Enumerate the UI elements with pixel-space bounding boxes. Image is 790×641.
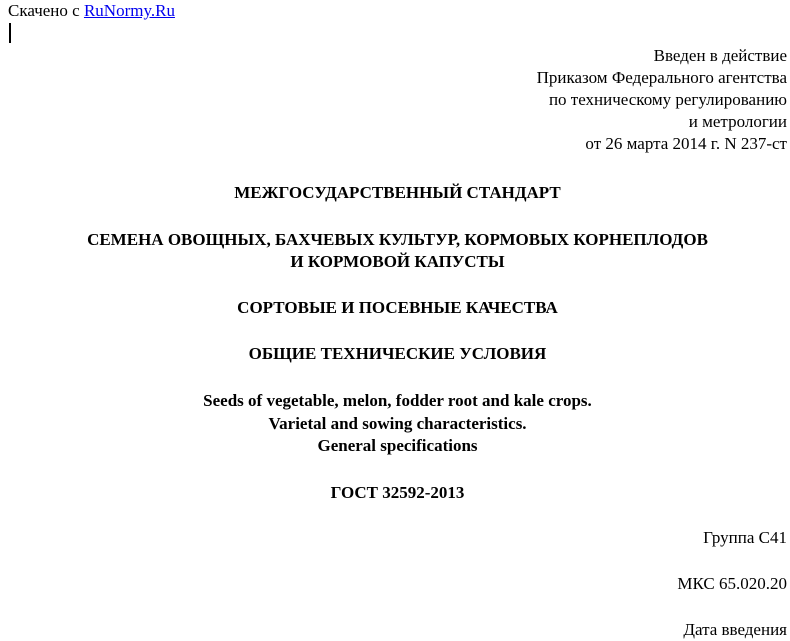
title-line-1: СЕМЕНА ОВОЩНЫХ, БАХЧЕВЫХ КУЛЬТУР, КОРМОВЫХ КОРНЕПЛОДОВ <box>87 230 708 249</box>
mks-label: МКС 65.020.20 <box>677 574 787 593</box>
english-title-line-3: General specifications <box>317 436 478 455</box>
title-line-2: И КОРМОВОЙ КАПУСТЫ <box>290 252 505 271</box>
intro-line: по техническому регулированию <box>548 90 787 109</box>
intro-line: от 26 марта 2014 г. N 237-ст <box>585 134 787 153</box>
group-label: Группа С41 <box>703 528 787 547</box>
gost-code: ГОСТ 32592-2013 <box>330 483 465 502</box>
standard-type-heading: МЕЖГОСУДАРСТВЕННЫЙ СТАНДАРТ <box>234 183 561 202</box>
subtitle-varietal: СОРТОВЫЕ И ПОСЕВНЫЕ КАЧЕСТВА <box>237 298 558 317</box>
source-link[interactable]: RuNormy.Ru <box>83 1 175 20</box>
intro-block <box>537 45 787 155</box>
source-prefix: Скачено с <box>8 1 84 20</box>
intro-line: Введен в действие <box>653 46 787 65</box>
text-cursor <box>9 23 11 43</box>
intro-line: и метрологии <box>688 112 787 131</box>
intro-line: Приказом Федерального агентства <box>536 68 787 87</box>
english-title-line-1: Seeds of vegetable, melon, fodder root and kale crops. <box>203 391 592 410</box>
source-line <box>8 1 175 21</box>
intro-date-label: Дата введения <box>683 620 787 639</box>
english-title-line-2: Varietal and sowing characteristics. <box>268 414 527 433</box>
subtitle-general: ОБЩИЕ ТЕХНИЧЕСКИЕ УСЛОВИЯ <box>248 344 547 363</box>
